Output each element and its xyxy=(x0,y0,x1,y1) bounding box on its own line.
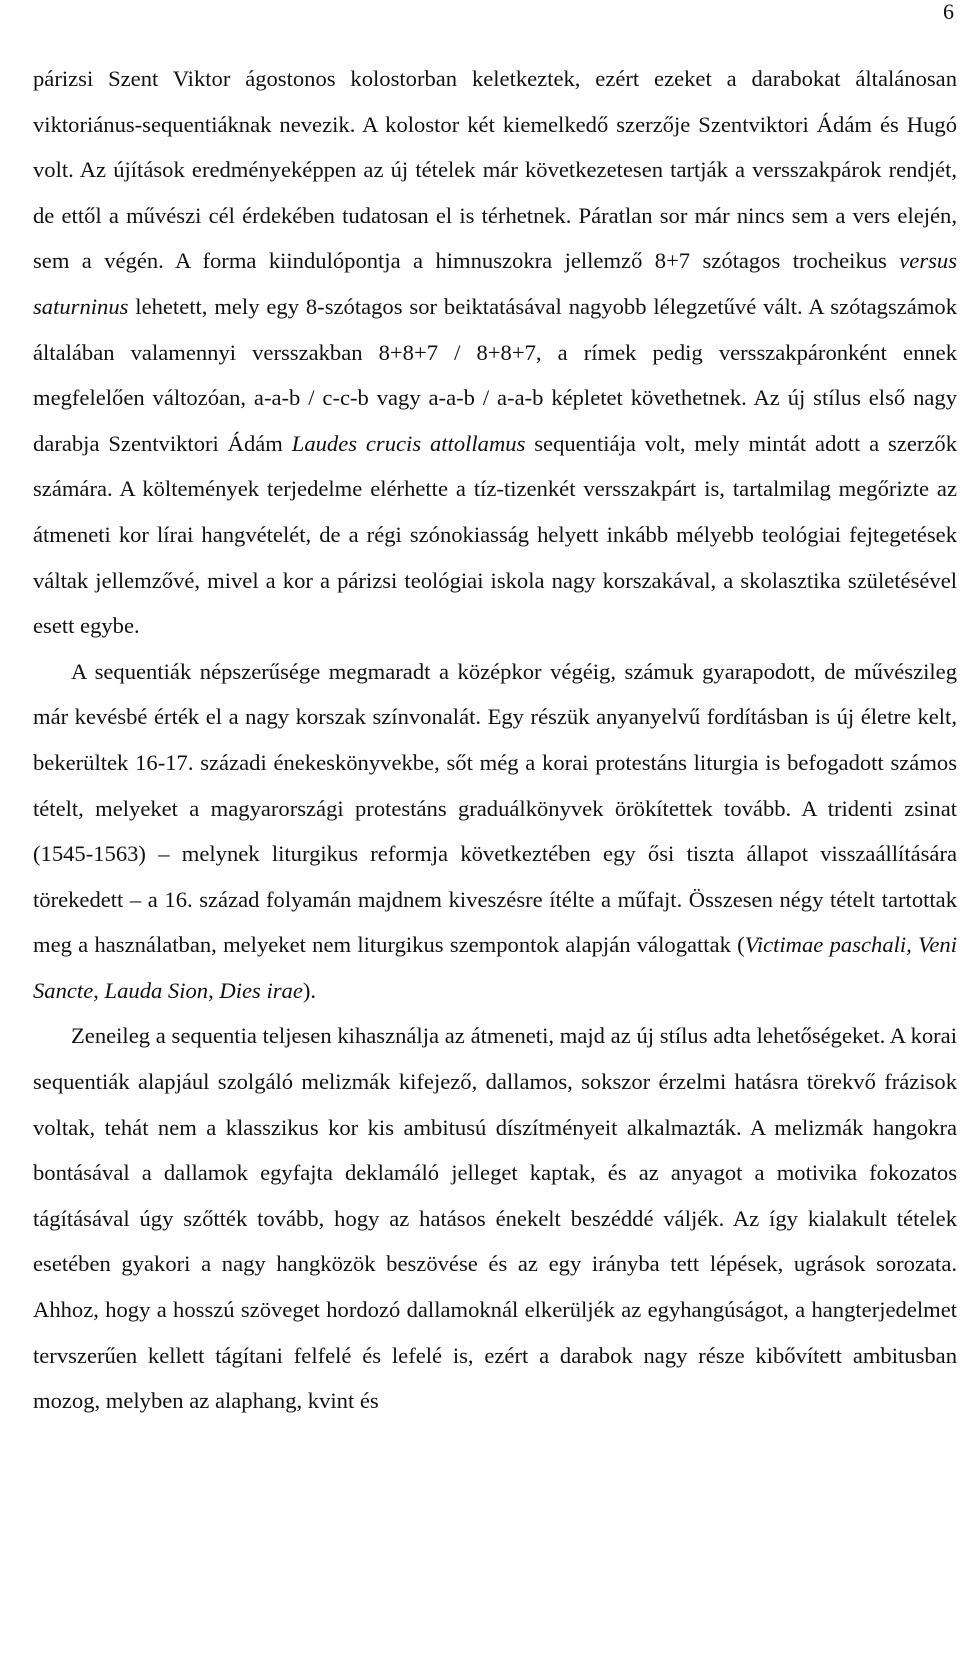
italic-term: versus saturninus xyxy=(33,248,957,319)
text-run: ). xyxy=(302,977,317,1003)
text-run: sequentiája volt, mely mintát adott a szerzők számára. A költemények terjedelme elérhette a tíz-tizenkét versszakpárt is, tartalmilag megőrizte az átmeneti kor lírai hangvételét, de a régi szónokiasság helyett inkább mélyebb teológiai fejtegetések váltak jellemzővé, mivel a kor a párizsi teológiai iskola nagy korszakával, a skolasztika születésével esett egybe. xyxy=(33,430,957,639)
text-run: , xyxy=(93,977,105,1003)
text-run: lehetett, mely egy 8-szótagos sor beiktatásával nagyobb lélegzetűvé vált. A szótagszámok általában valamennyi versszakban 8+8+7 / 8+8+7, a rímek pedig versszakpáronként ennek megfelelően változóan, a-a-b / c-c-b vagy a-a-b / a-a-b képletet követhetnek. Az új stílus első nagy darabja Szentviktori Ádám xyxy=(33,293,957,456)
paragraph-2 xyxy=(33,649,957,1014)
italic-title: Lauda Sion, Dies irae xyxy=(104,977,303,1003)
text-run: párizsi Szent Viktor ágostonos kolostorban keletkeztek, ezért ezeket a darabokat általánosan viktoriánus-sequentiáknak nevezik. A kolostor két kiemelkedő szerzője Szentviktori Ádám és Hugó volt. Az újítások eredményeképpen az új tételek már következetesen tartják a versszakpárok rendjét, de ettől a művészi cél érdekében tudatosan el is térhetnek. Páratlan sor már nincs sem a vers elején, sem a végén. A forma kiindulópontja a himnuszokra jellemző 8+7 szótagos trocheikus xyxy=(33,66,957,274)
italic-title: Laudes crucis attollamus xyxy=(291,430,526,456)
paragraph-1 xyxy=(33,56,957,649)
text-run: A sequentiák népszerűsége megmaradt a középkor végéig, számuk gyarapodott, de művészileg már kevésbé érték el a nagy korszak színvonalát. Egy részük anyanyelvű fordításban is új életre kelt, bekerültek 16-17. századi énekeskönyvekbe, sőt még a korai protestáns liturgia is befogadott számos tételt, melyeket a magyarországi protestáns graduálkönyvek örökítettek tovább. A tridenti zsinat (1545-1563) – melynek liturgikus reformja következtében egy ősi tiszta állapot visszaállítására törekedett – a 16. század folyamán majdnem kiveszésre ítélte a műfajt. Összesen négy tételt tartottak meg a használatban, melyeket nem liturgikus szempontok alapján válogattak ( xyxy=(33,658,957,958)
italic-title: Victimae paschali, Veni Sancte xyxy=(33,932,957,1003)
page-number: 6 xyxy=(943,0,954,24)
text-run: Zeneileg a sequentia teljesen kihasználja az átmeneti, majd az új stílus adta lehetőségeket. A korai sequentiák alapjául szolgáló melizmák kifejező, dallamos, sokszor érzelmi hatásra törekvő frázisok voltak, tehát nem a klasszikus kor kis ambitusú díszítményeit alkalmazták. A melizmák hangokra bontásával a dallamok egyfajta deklamáló jelleget kaptak, és az anyagot a motivika fokozatos tágításával úgy szőtték tovább, hogy az hatásos énekelt beszéddé váljék. Az így kialakult tételek esetében gyakori a nagy hangközök beszövése és az egy irányba tett lépések, ugrások sorozata. Ahhoz, hogy a hosszú szöveget hordozó dallamoknál elkerüljék az egyhangúságot, a hangterjedelmet tervszerűen kellett tágítani felfelé és lefelé is, ezért a darabok nagy része kibővített ambitusban mozog, melyben az alaphang, kvint és xyxy=(33,1023,957,1414)
paragraph-3 xyxy=(33,1013,957,1423)
body-text xyxy=(33,56,957,1424)
